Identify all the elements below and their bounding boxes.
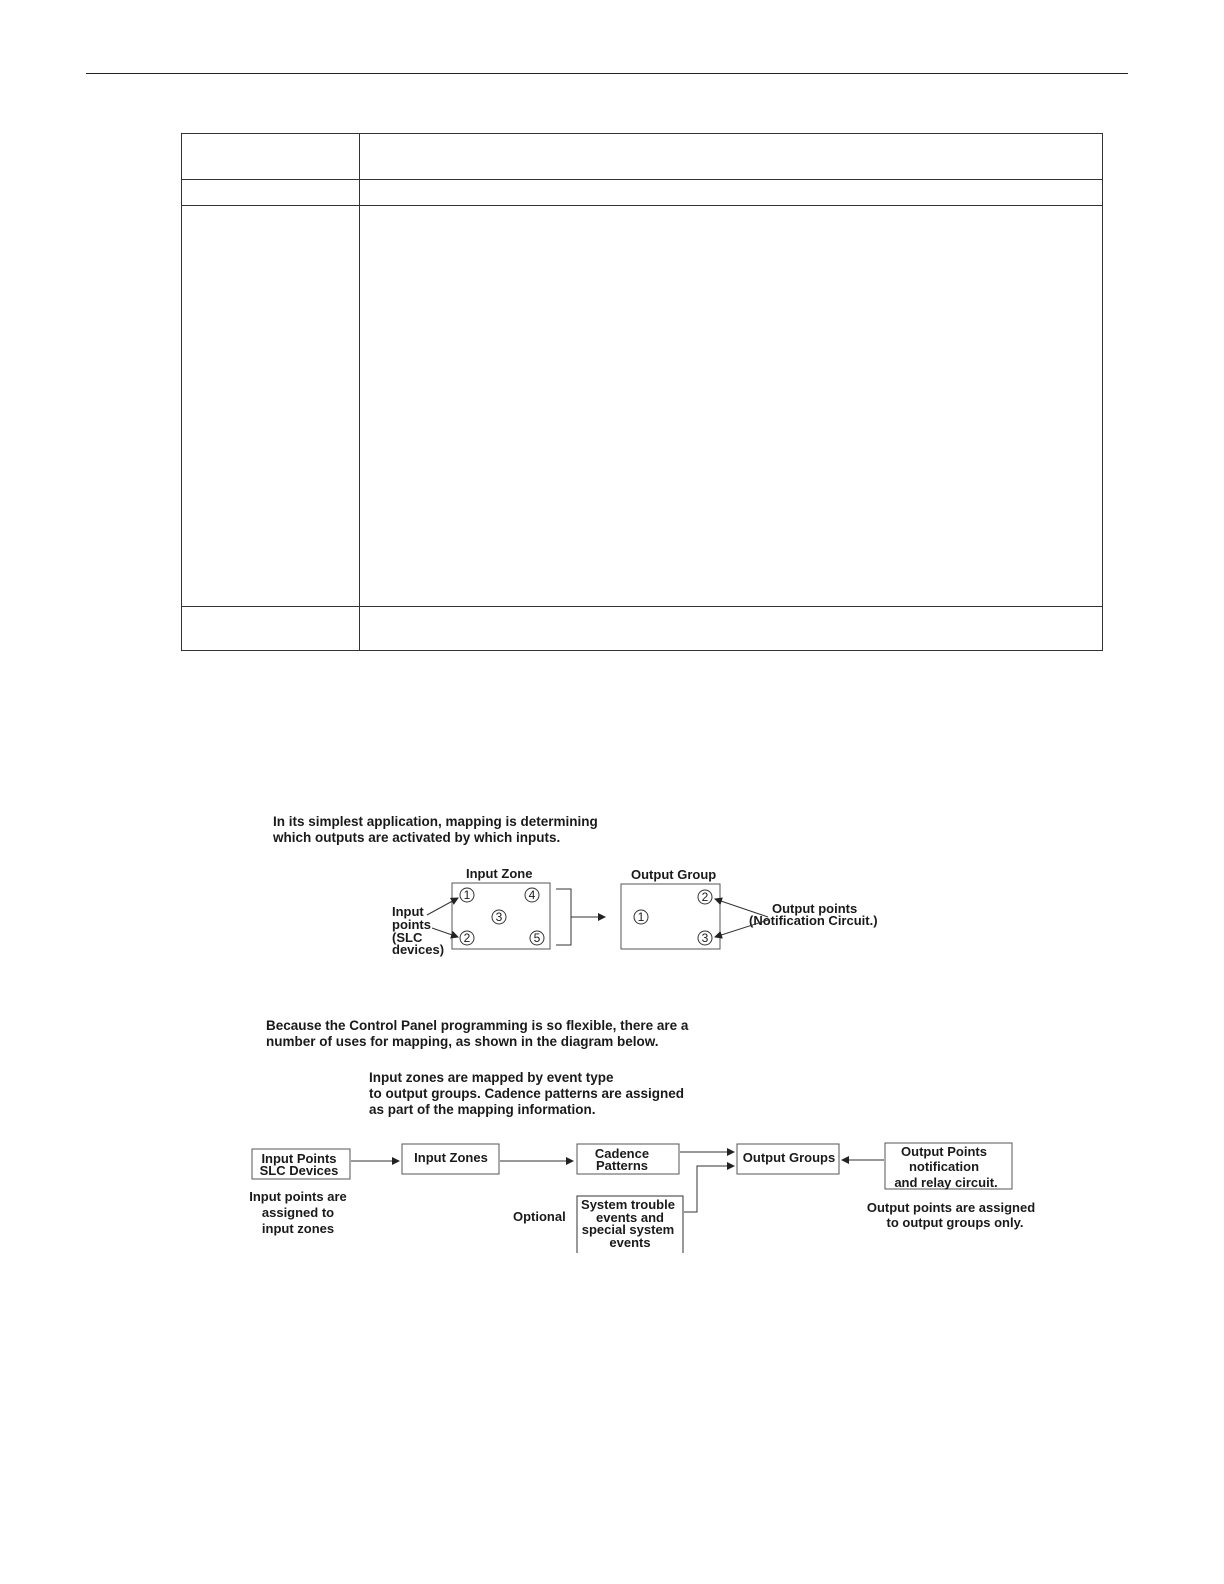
input-points-note-line3: input zones: [261, 1221, 335, 1236]
diagram1-caption-line2: which outputs are activated by which inputs.: [273, 830, 561, 845]
diagram1-caption-line1: In its simplest application, mapping is determining: [273, 814, 598, 829]
zone-bracket: [556, 889, 571, 945]
system-box-line2: events and: [596, 1210, 664, 1225]
input-zones-box-label: Input Zones: [414, 1150, 488, 1165]
output-arrow: [715, 920, 768, 937]
input-points-box-line2: SLC Devices: [259, 1163, 339, 1178]
mapping-note-line1: Input zones are mapped by event type: [369, 1070, 614, 1085]
system-box-line1: System trouble: [581, 1197, 675, 1212]
output-point-number: 3: [701, 931, 709, 945]
output-point-number: 1: [637, 910, 645, 924]
input-point-number: 5: [533, 931, 541, 945]
output-points-box-line3: and relay circuit.: [894, 1175, 998, 1190]
output-point-number: 2: [701, 890, 709, 904]
output-points-note-line2: to output groups only.: [886, 1215, 1024, 1230]
cadence-box-line1: Cadence: [594, 1146, 650, 1161]
output-points-box-line1: Output Points: [901, 1144, 987, 1159]
system-box-line3: special system: [581, 1222, 675, 1237]
input-point-number: 2: [463, 931, 471, 945]
output-arrow: [715, 899, 768, 917]
cadence-box-line2: Patterns: [595, 1158, 649, 1173]
output-groups-box-label: Output Groups: [742, 1150, 836, 1165]
mapping-note-line3: as part of the mapping information.: [369, 1102, 596, 1117]
diagram2-caption-line2: number of uses for mapping, as shown in the diagram below.: [266, 1034, 659, 1049]
input-points-box-line1: Input Points: [261, 1151, 337, 1166]
input-point-number: 3: [495, 910, 503, 924]
input-zone-title: Input Zone: [466, 866, 533, 881]
mapping-note-line2: to output groups. Cadence patterns are assigned: [369, 1086, 685, 1101]
input-points-label-line3: (SLC: [392, 930, 423, 945]
input-points-label-line1: Input: [392, 904, 424, 919]
input-points-label-line2: points: [392, 917, 431, 932]
input-points-note-line2: assigned to: [261, 1205, 335, 1220]
output-points-box-line2: notification: [908, 1159, 980, 1174]
input-point-number: 4: [528, 888, 536, 902]
diagram2-caption-line1: Because the Control Panel programming is so flexible, there are a: [266, 1018, 689, 1033]
system-to-output-arrow: [684, 1166, 734, 1212]
output-points-label-line1: Output points: [772, 901, 858, 916]
optional-label: Optional: [513, 1209, 566, 1224]
output-points-label-line2: (Notification Circuit.): [749, 913, 878, 928]
system-box-line4: events: [609, 1235, 651, 1250]
input-points-note-line1: Input points are: [249, 1189, 347, 1204]
output-group-title: Output Group: [631, 867, 717, 882]
input-point-number: 1: [463, 888, 471, 902]
input-points-label-line4: devices): [392, 942, 445, 957]
output-points-note-line1: Output points are assigned: [866, 1200, 1036, 1215]
